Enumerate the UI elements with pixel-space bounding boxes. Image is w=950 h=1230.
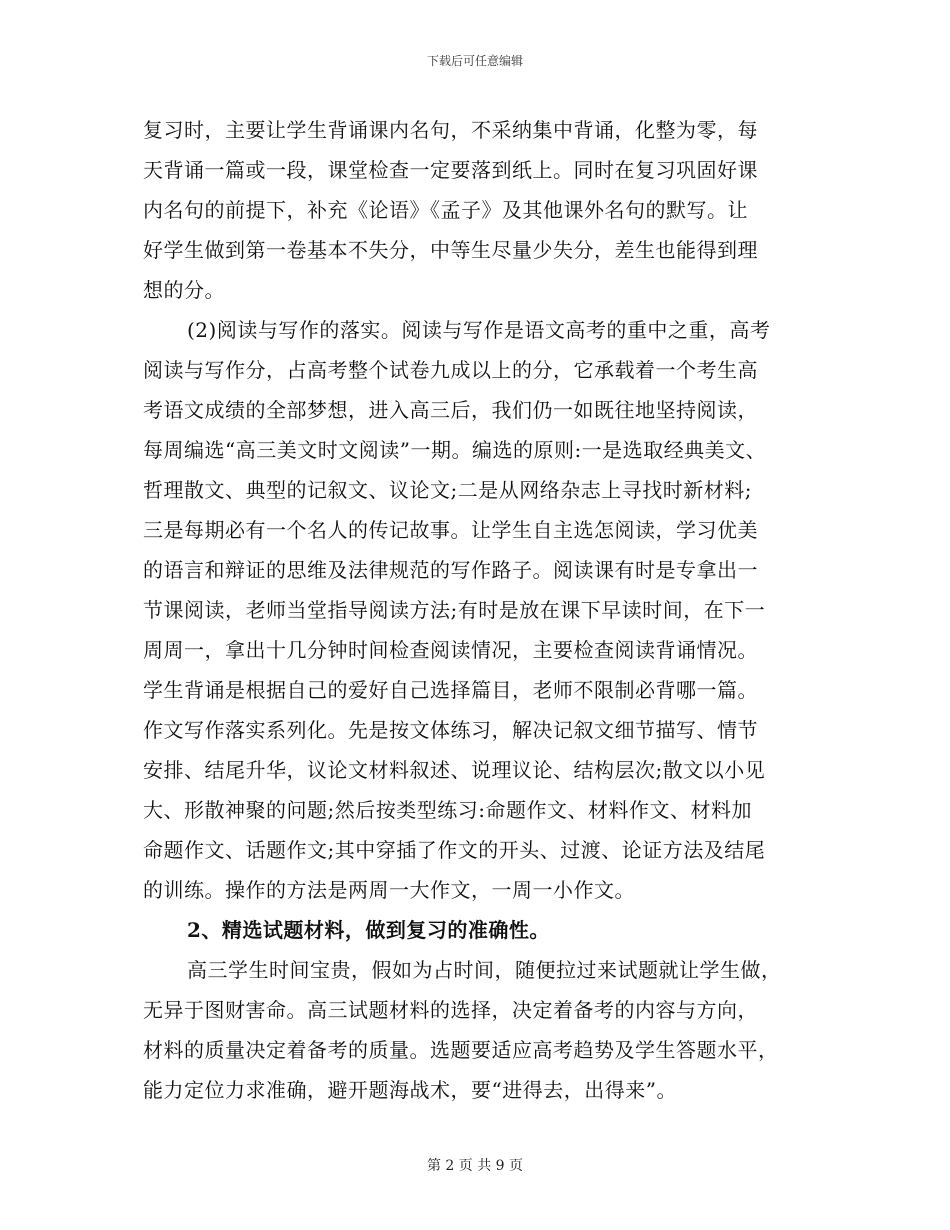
text-line: 想的分。 <box>143 278 225 302</box>
text-line: 无异于图财害命。高三试题材料的选择，决定着备考的内容与方向， <box>143 998 758 1022</box>
text-line: 天背诵一篇或一段，课堂检查一定要落到纸上。同时在复习巩固好课 <box>143 158 758 182</box>
paragraph-start-line: 高三学生时间宝贵，假如为占时间，随便拉过来试题就让学生做， <box>187 958 782 982</box>
text-line: 考语文成绩的全部梦想，进入高三后，我们仍一如既往地坚持阅读， <box>143 398 758 422</box>
text-line: 节课阅读，老师当堂指导阅读方法;有时是放在课下早读时间，在下一 <box>143 598 766 622</box>
text-line: 材料的质量决定着备考的质量。选题要适应高考趋势及学生答题水平， <box>143 1038 779 1062</box>
text-line: 作文写作落实系列化。先是按文体练习，解决记叙文细节描写、情节 <box>143 718 758 742</box>
section-heading: 2、精选试题材料，做到复习的准确性。 <box>187 918 550 942</box>
text-line: 哲理散文、典型的记叙文、议论文;二是从网络杂志上寻找时新材料; <box>143 478 752 502</box>
text-line: 的训练。操作的方法是两周一大作文，一周一小作文。 <box>143 878 635 902</box>
page-number: 第 2 页 共 9 页 <box>426 1158 524 1174</box>
text-line: 命题作文、话题作文;其中穿插了作文的开头、过渡、论证方法及结尾 <box>143 838 766 862</box>
text-line: 的语言和辩证的思维及法律规范的写作路子。阅读课有时是专拿出一 <box>143 558 758 582</box>
text-line: 大、形散神聚的问题;然后按类型练习:命题作文、材料作文、材料加 <box>143 798 752 822</box>
text-line: 周周一，拿出十几分钟时间检查阅读情况，主要检查阅读背诵情况。 <box>143 638 758 662</box>
text-line: 能力定位力求准确，避开题海战术，要“进得去，出得来”。 <box>143 1078 677 1102</box>
text-line: 安排、结尾升华，议论文材料叙述、说理议论、结构层次;散文以小见 <box>143 758 766 782</box>
text-line: 内名句的前提下，补充《论语》《孟子》及其他课外名句的默写。让 <box>143 198 748 222</box>
paragraph-start-line: (2)阅读与写作的落实。阅读与写作是语文高考的重中之重，高考 <box>187 318 771 342</box>
text-line: 复习时，主要让学生背诵课内名句，不采纳集中背诵，化整为零，每 <box>143 118 758 142</box>
page-header-note: 下载后可任意编辑 <box>426 54 523 68</box>
text-line: 阅读与写作分，占高考整个试卷九成以上的分，它承载着一个考生高 <box>143 358 758 382</box>
text-line: 好学生做到第一卷基本不失分，中等生尽量少失分，差生也能得到理 <box>143 238 758 262</box>
text-line: 三是每期必有一个名人的传记故事。让学生自主选怎阅读，学习优美 <box>143 518 758 542</box>
document-body <box>143 110 823 1110</box>
text-line: 每周编选“高三美文时文阅读”一期。编选的原则:一是选取经典美文、 <box>143 438 767 462</box>
text-line: 学生背诵是根据自己的爱好自己选择篇目，老师不限制必背哪一篇。 <box>143 678 758 702</box>
